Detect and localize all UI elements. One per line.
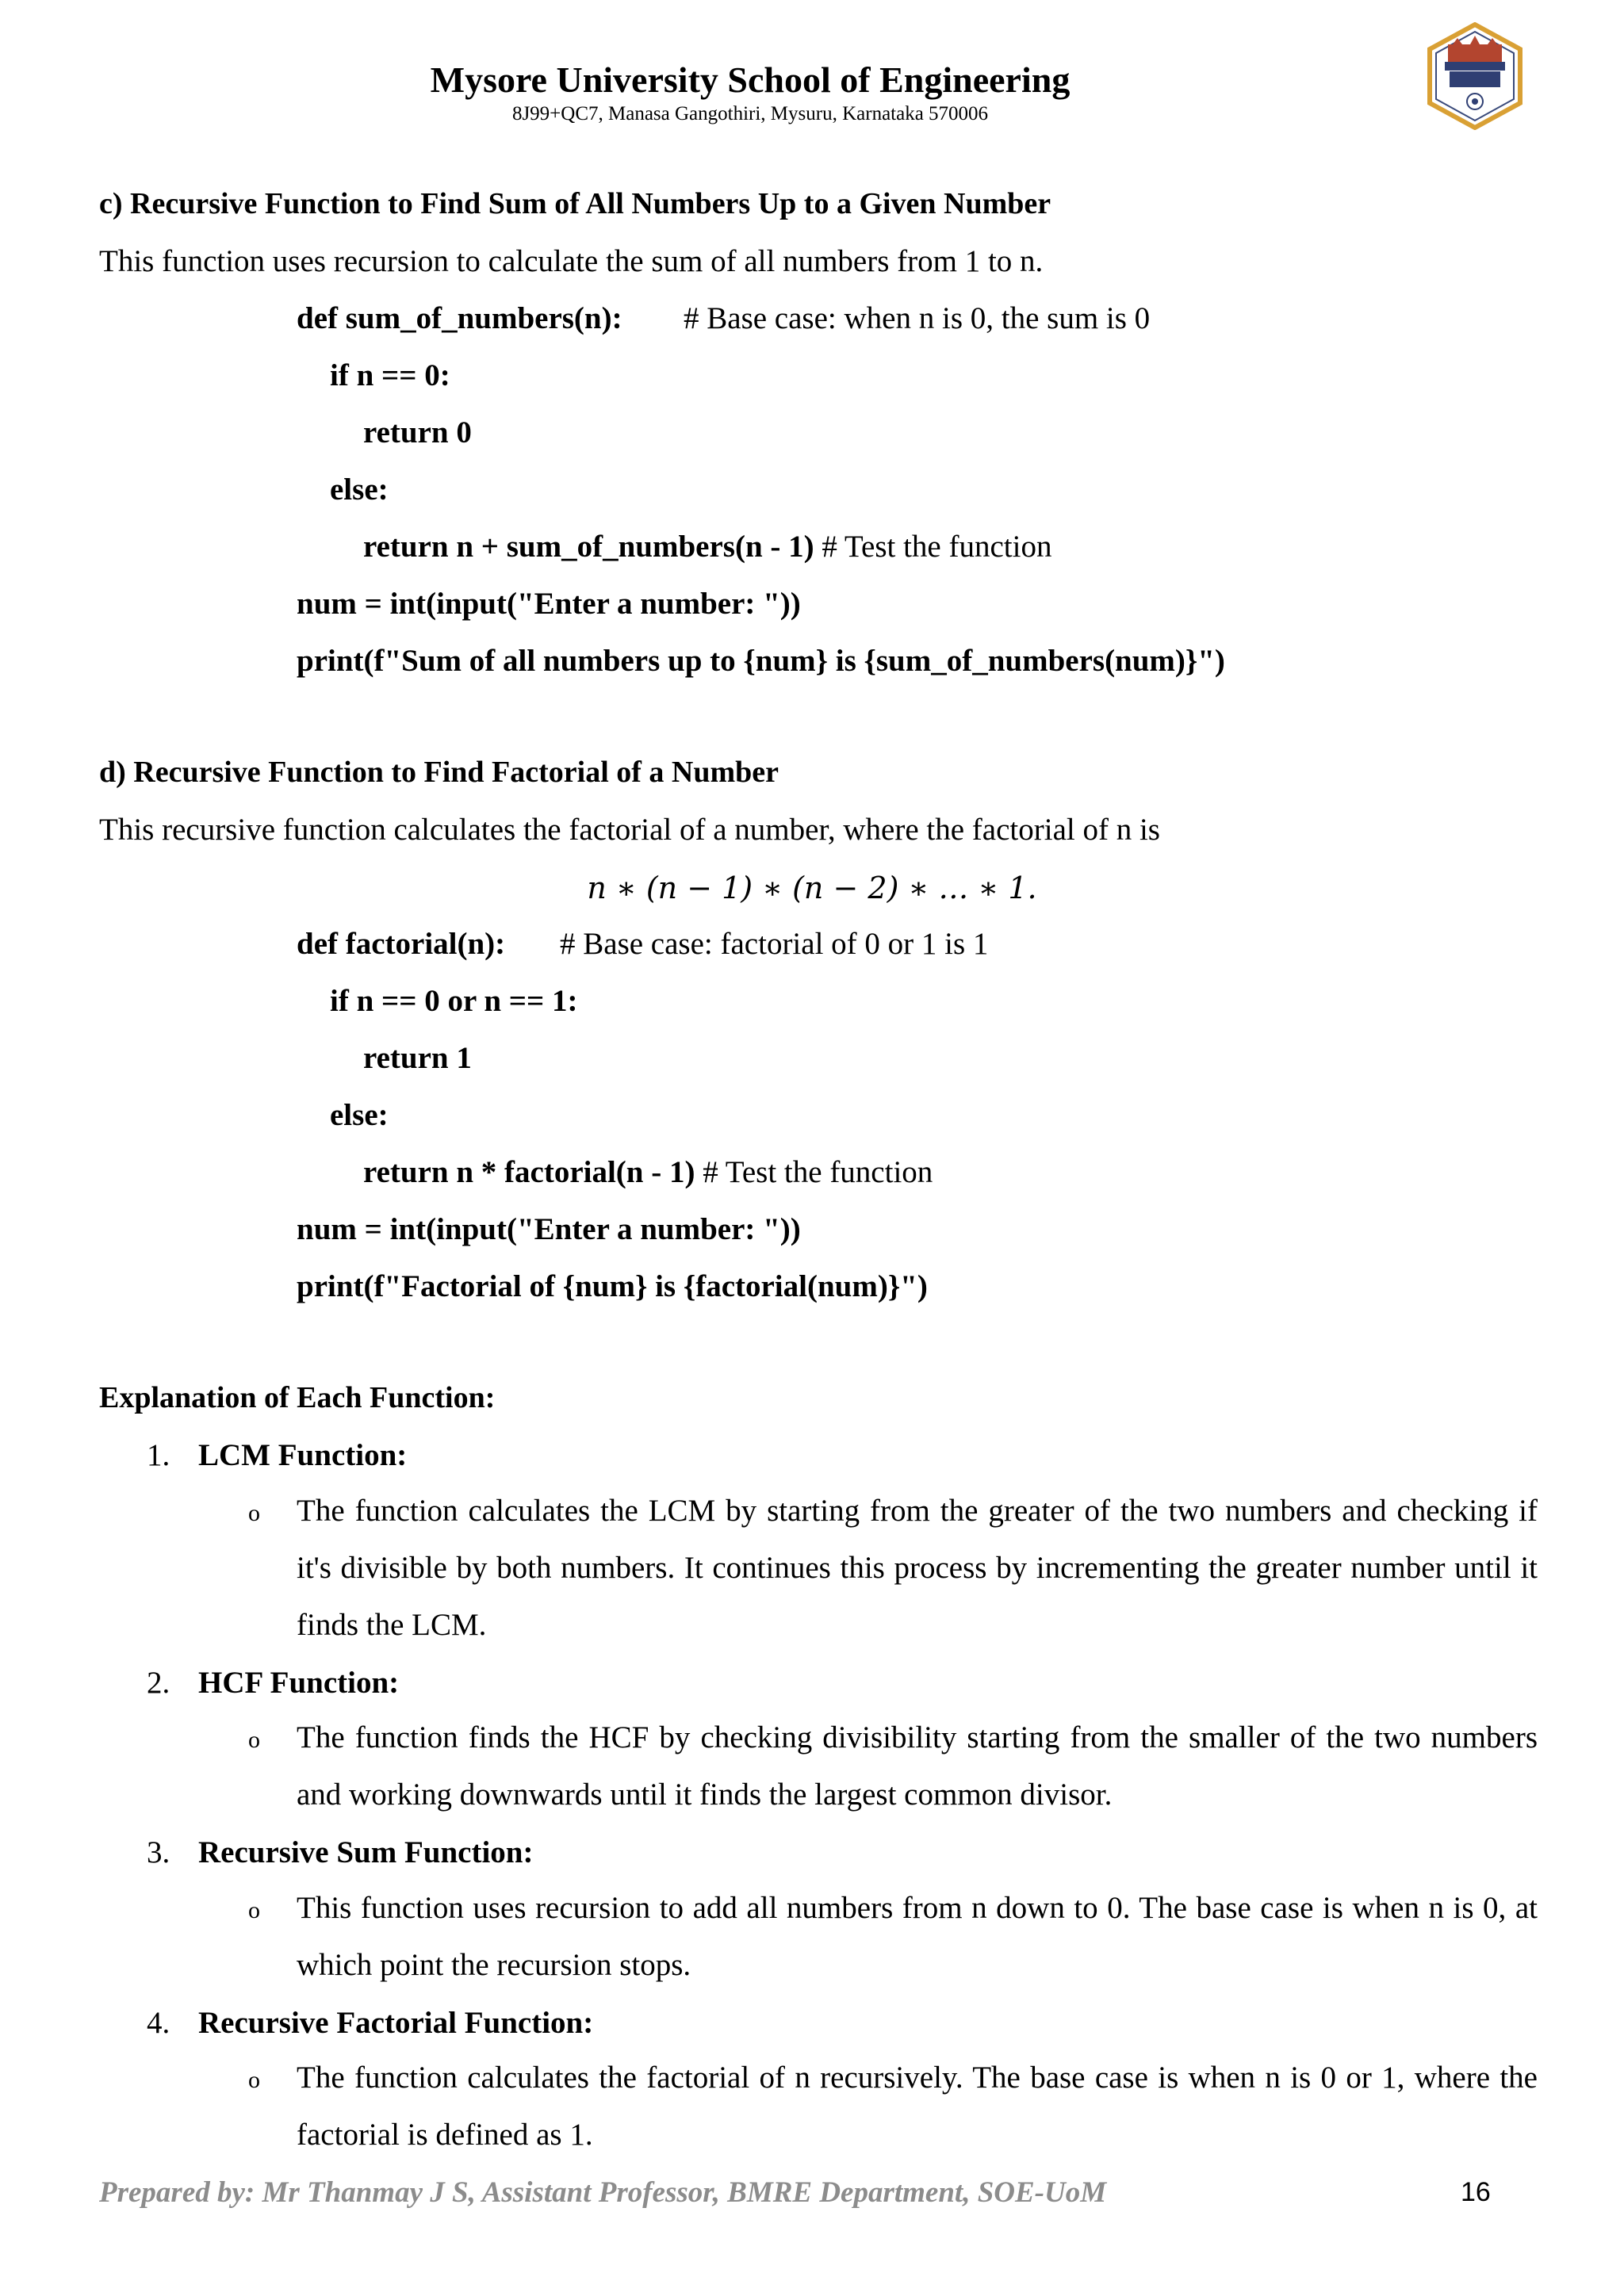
code-line <box>363 1154 933 1190</box>
code-line <box>330 358 450 393</box>
code-line <box>330 1097 389 1133</box>
code-line <box>297 1211 801 1247</box>
section-d-heading: d) Recursive Function to Find Factorial of a Number <box>99 756 779 789</box>
list-number: 3. <box>147 1835 170 1869</box>
list-number: 2. <box>147 1666 170 1700</box>
code-line <box>363 529 1051 564</box>
code-comment: # Test the function <box>814 530 1052 564</box>
factorial-formula: n ∗ (n − 1) ∗ (n − 2) ∗ … ∗ 1. <box>587 871 1037 905</box>
list-number: 4. <box>147 2006 170 2040</box>
code-text: num = int(input("Enter a number: ")) <box>297 1212 801 1246</box>
code-line <box>297 586 801 622</box>
code-text: return n * factorial(n - 1) <box>363 1155 695 1189</box>
list-item-text: The function calculates the factorial of n recursively. The base case is when n is 0 or 1, where the factorial is defined as 1. <box>297 2061 1538 2152</box>
code-text: print(f"Factorial of {num} is {factorial(num)}") <box>297 1269 928 1303</box>
code-line <box>297 1269 928 1304</box>
code-line <box>297 926 505 962</box>
code-text: def sum_of_numbers(n): <box>297 301 622 335</box>
code-line <box>330 983 577 1019</box>
list-item-text: The function finds the HCF by checking divisibility starting from the smaller of the two numbers and working downwards until it finds the largest common divisor. <box>297 1720 1538 1812</box>
list-item-text: This function uses recursion to add all numbers from n down to 0. The base case is when n is 0, at which point the recursion stops. <box>297 1891 1538 1982</box>
list-item-label: Recursive Factorial Function: <box>198 2006 594 2040</box>
code-line <box>297 643 1225 679</box>
code-text: num = int(input("Enter a number: ")) <box>297 587 801 621</box>
page-number: 16 <box>1461 2177 1491 2207</box>
code-text: return n + sum_of_numbers(n - 1) <box>363 530 814 564</box>
bullet-icon: o <box>248 1897 260 1923</box>
code-comment: # Test the function <box>695 1155 933 1189</box>
section-c-heading: c) Recursive Function to Find Sum of All Numbers Up to a Given Number <box>99 187 1051 220</box>
code-line <box>297 300 622 336</box>
code-text: if n == 0 or n == 1: <box>330 984 578 1018</box>
code-text: if n == 0: <box>330 358 450 392</box>
code-line <box>363 415 472 450</box>
section-c-description: This function uses recursion to calculate the sum of all numbers from 1 to n. <box>99 244 1044 278</box>
bullet-icon: o <box>248 1727 260 1753</box>
list-item-label: Recursive Sum Function: <box>198 1835 534 1869</box>
section-d-description: This recursive function calculates the factorial of a number, where the factorial of n is <box>99 813 1160 847</box>
code-line <box>363 1040 472 1076</box>
university-logo <box>1426 22 1524 130</box>
code-text: def factorial(n): <box>297 927 506 961</box>
list-item-text: The function calculates the LCM by starting from the greater of the two numbers and checking if it's divisible by both numbers. It continues this process by incrementing the greater number until it finds the LCM. <box>297 1494 1538 1642</box>
explanation-heading: Explanation of Each Function: <box>99 1381 496 1414</box>
list-number: 1. <box>147 1438 170 1472</box>
address-line: 8J99+QC7, Manasa Gangothiri, Mysuru, Karnataka 570006 <box>511 103 989 124</box>
list-item-label: HCF Function: <box>198 1666 400 1700</box>
code-text: else: <box>330 1098 389 1132</box>
code-text: print(f"Sum of all numbers up to {num} is {sum_of_numbers(num)}") <box>297 644 1225 678</box>
list-item-label: LCM Function: <box>198 1438 408 1472</box>
code-comment: # Base case: when n is 0, the sum is 0 <box>684 301 1151 335</box>
code-text: else: <box>330 473 389 507</box>
bullet-icon: o <box>248 1500 260 1526</box>
page-title: Mysore University School of Engineering <box>430 59 1071 100</box>
code-comment: # Base case: factorial of 0 or 1 is 1 <box>560 927 989 961</box>
footer-prepared-by: Prepared by: Mr Thanmay J S, Assistant Professor, BMRE Department, SOE-UoM <box>99 2176 1107 2209</box>
bullet-icon: o <box>248 2067 260 2093</box>
code-text: return 0 <box>363 415 472 450</box>
code-line <box>330 472 389 507</box>
code-text: return 1 <box>363 1041 472 1075</box>
